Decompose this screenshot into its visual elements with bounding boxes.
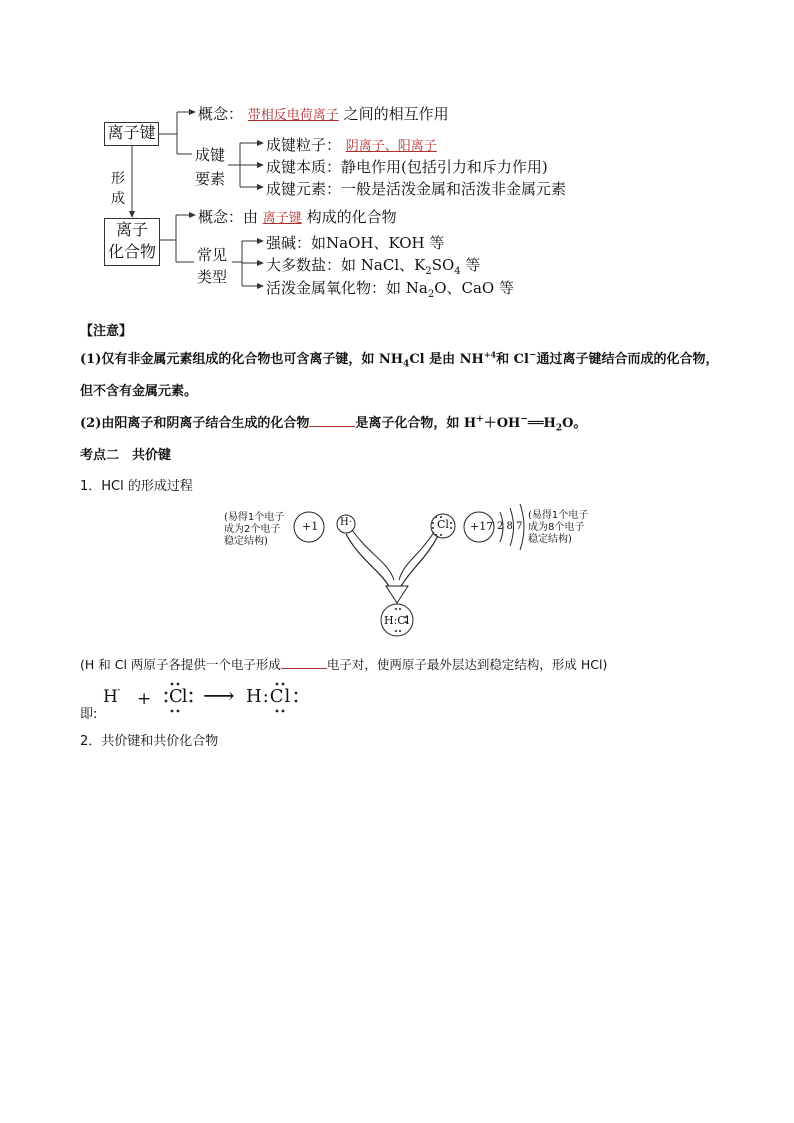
type2-line xyxy=(266,254,480,277)
eq-cl: Cl xyxy=(169,686,187,707)
eq-plus: + xyxy=(137,689,152,709)
note2-d: ══H xyxy=(527,416,556,431)
bond-elements-line: 成键元素：一般是活泼金属和活泼非金属元素 xyxy=(266,180,567,198)
type3-line xyxy=(266,277,514,300)
concept-tail: 之间的相互作用 xyxy=(343,105,449,123)
h-note xyxy=(224,512,284,548)
type2-pre: 大多数盐：如 NaCl、K xyxy=(266,256,426,274)
note1-line1 xyxy=(80,348,718,370)
note2-line xyxy=(80,412,586,434)
note1-sub: 4 xyxy=(403,359,410,370)
cl-nucleus-label: +17 xyxy=(470,520,494,533)
cl-symbol: Cl xyxy=(437,518,449,531)
note2-a: (2)由阳离子和阴离子结合生成的化合物 xyxy=(80,416,310,431)
type3-tail: O、CaO 等 xyxy=(434,279,515,297)
type1-line: 强碱：如NaOH、KOH 等 xyxy=(266,234,445,252)
eq-h-dot: · xyxy=(117,683,121,697)
section2-item1: 1．HCl 的形成过程 xyxy=(80,479,193,494)
compound-concept-answer: 离子键 xyxy=(262,211,302,226)
type3-sub: 2 xyxy=(427,289,435,300)
type2-sub2: 4 xyxy=(454,266,461,277)
eq-arrow: ⟶ xyxy=(203,684,235,709)
hcl-symbol: H:Cl xyxy=(384,614,410,627)
ji-label: 即: xyxy=(80,707,98,722)
compound-concept-pre: 概念：由 xyxy=(198,208,259,226)
h-symbol: H· xyxy=(340,517,352,528)
note1-c: 和 Cl xyxy=(496,352,529,367)
section2-item2: 2．共价键和共价化合物 xyxy=(80,734,219,749)
note2-e: O。 xyxy=(562,416,587,431)
note2-sup1: + xyxy=(476,414,484,425)
concept-answer: 带相反电荷离子 xyxy=(247,108,339,123)
type2-mid: SO xyxy=(431,256,455,274)
eq-electron-dots xyxy=(160,680,320,716)
cl-note-2: 成为8个电子 xyxy=(528,522,585,533)
note2-sup2: − xyxy=(520,414,528,425)
ionic-bond-box xyxy=(104,122,159,146)
note1-sup: +4 xyxy=(483,349,497,360)
particles-answer: 阴离子、阳离子 xyxy=(345,139,437,154)
common-types-2: 类型 xyxy=(197,268,228,286)
cl-shells: 2 8 7 xyxy=(497,521,523,532)
explain-b: 电子对，使两原子最外层达到稳定结构，形成 HCl) xyxy=(326,657,608,672)
compound-concept-line xyxy=(198,206,397,227)
particles-label: 成键粒子： xyxy=(266,136,342,154)
ionic-compound-box xyxy=(104,218,160,266)
explain-line xyxy=(80,655,607,673)
concept-line xyxy=(198,103,449,124)
h-note-1: (易得1个电子 xyxy=(224,512,285,523)
cl-note xyxy=(528,510,588,546)
note1-line2: 但不含有金属元素。 xyxy=(80,384,198,399)
common-types-1: 常见 xyxy=(197,246,228,264)
concept-label: 概念： xyxy=(198,105,244,123)
explain-blank xyxy=(281,656,327,669)
eq-h: H xyxy=(103,687,118,707)
essence-line: 成键本质：静电作用(包括引力和斥力作用) xyxy=(266,158,548,176)
ionic-compound-label-2: 化合物 xyxy=(107,242,156,261)
form-char-1: 形 xyxy=(111,171,125,187)
note2-sub: 2 xyxy=(555,423,563,434)
h-nucleus-label: +1 xyxy=(302,520,319,533)
notes-heading: 【注意】 xyxy=(80,324,133,339)
h-note-3: 稳定结构) xyxy=(224,536,268,547)
note1-b: Cl 是由 NH xyxy=(409,352,484,367)
eq-product: H:Cl xyxy=(246,686,292,707)
explain-a: (H 和 Cl 两原子各提供一个电子形成 xyxy=(80,657,281,672)
note1-sup2: − xyxy=(528,350,537,361)
section2-title: 考点二 共价键 xyxy=(80,448,172,463)
elements-label-2: 要素 xyxy=(195,170,226,188)
form-char-2: 成 xyxy=(111,191,125,207)
note1-a: (1)仅有非金属元素组成的化合物也可含离子键，如 NH xyxy=(80,352,404,367)
particles-line xyxy=(266,134,437,155)
ionic-compound-label-1: 离子 xyxy=(115,220,148,239)
type3-pre: 活泼金属氧化物：如 Na xyxy=(266,279,428,297)
note2-b: 是离子化合物，如 H xyxy=(355,416,477,431)
h-note-2: 成为2个电子 xyxy=(224,524,281,535)
type2-tail: 等 xyxy=(460,256,481,274)
compound-concept-tail: 构成的化合物 xyxy=(306,208,397,226)
note1-d: 通过离子键结合而成的化合物， xyxy=(536,352,719,367)
note2-blank xyxy=(309,414,355,427)
cl-note-1: (易得1个电子 xyxy=(528,510,589,521)
elements-label-1: 成键 xyxy=(195,146,226,164)
type2-sub1: 2 xyxy=(425,266,432,277)
ionic-bond-label: 离子键 xyxy=(107,123,156,142)
cl-note-3: 稳定结构) xyxy=(528,534,572,545)
note2-c: ＋OH xyxy=(483,416,521,431)
